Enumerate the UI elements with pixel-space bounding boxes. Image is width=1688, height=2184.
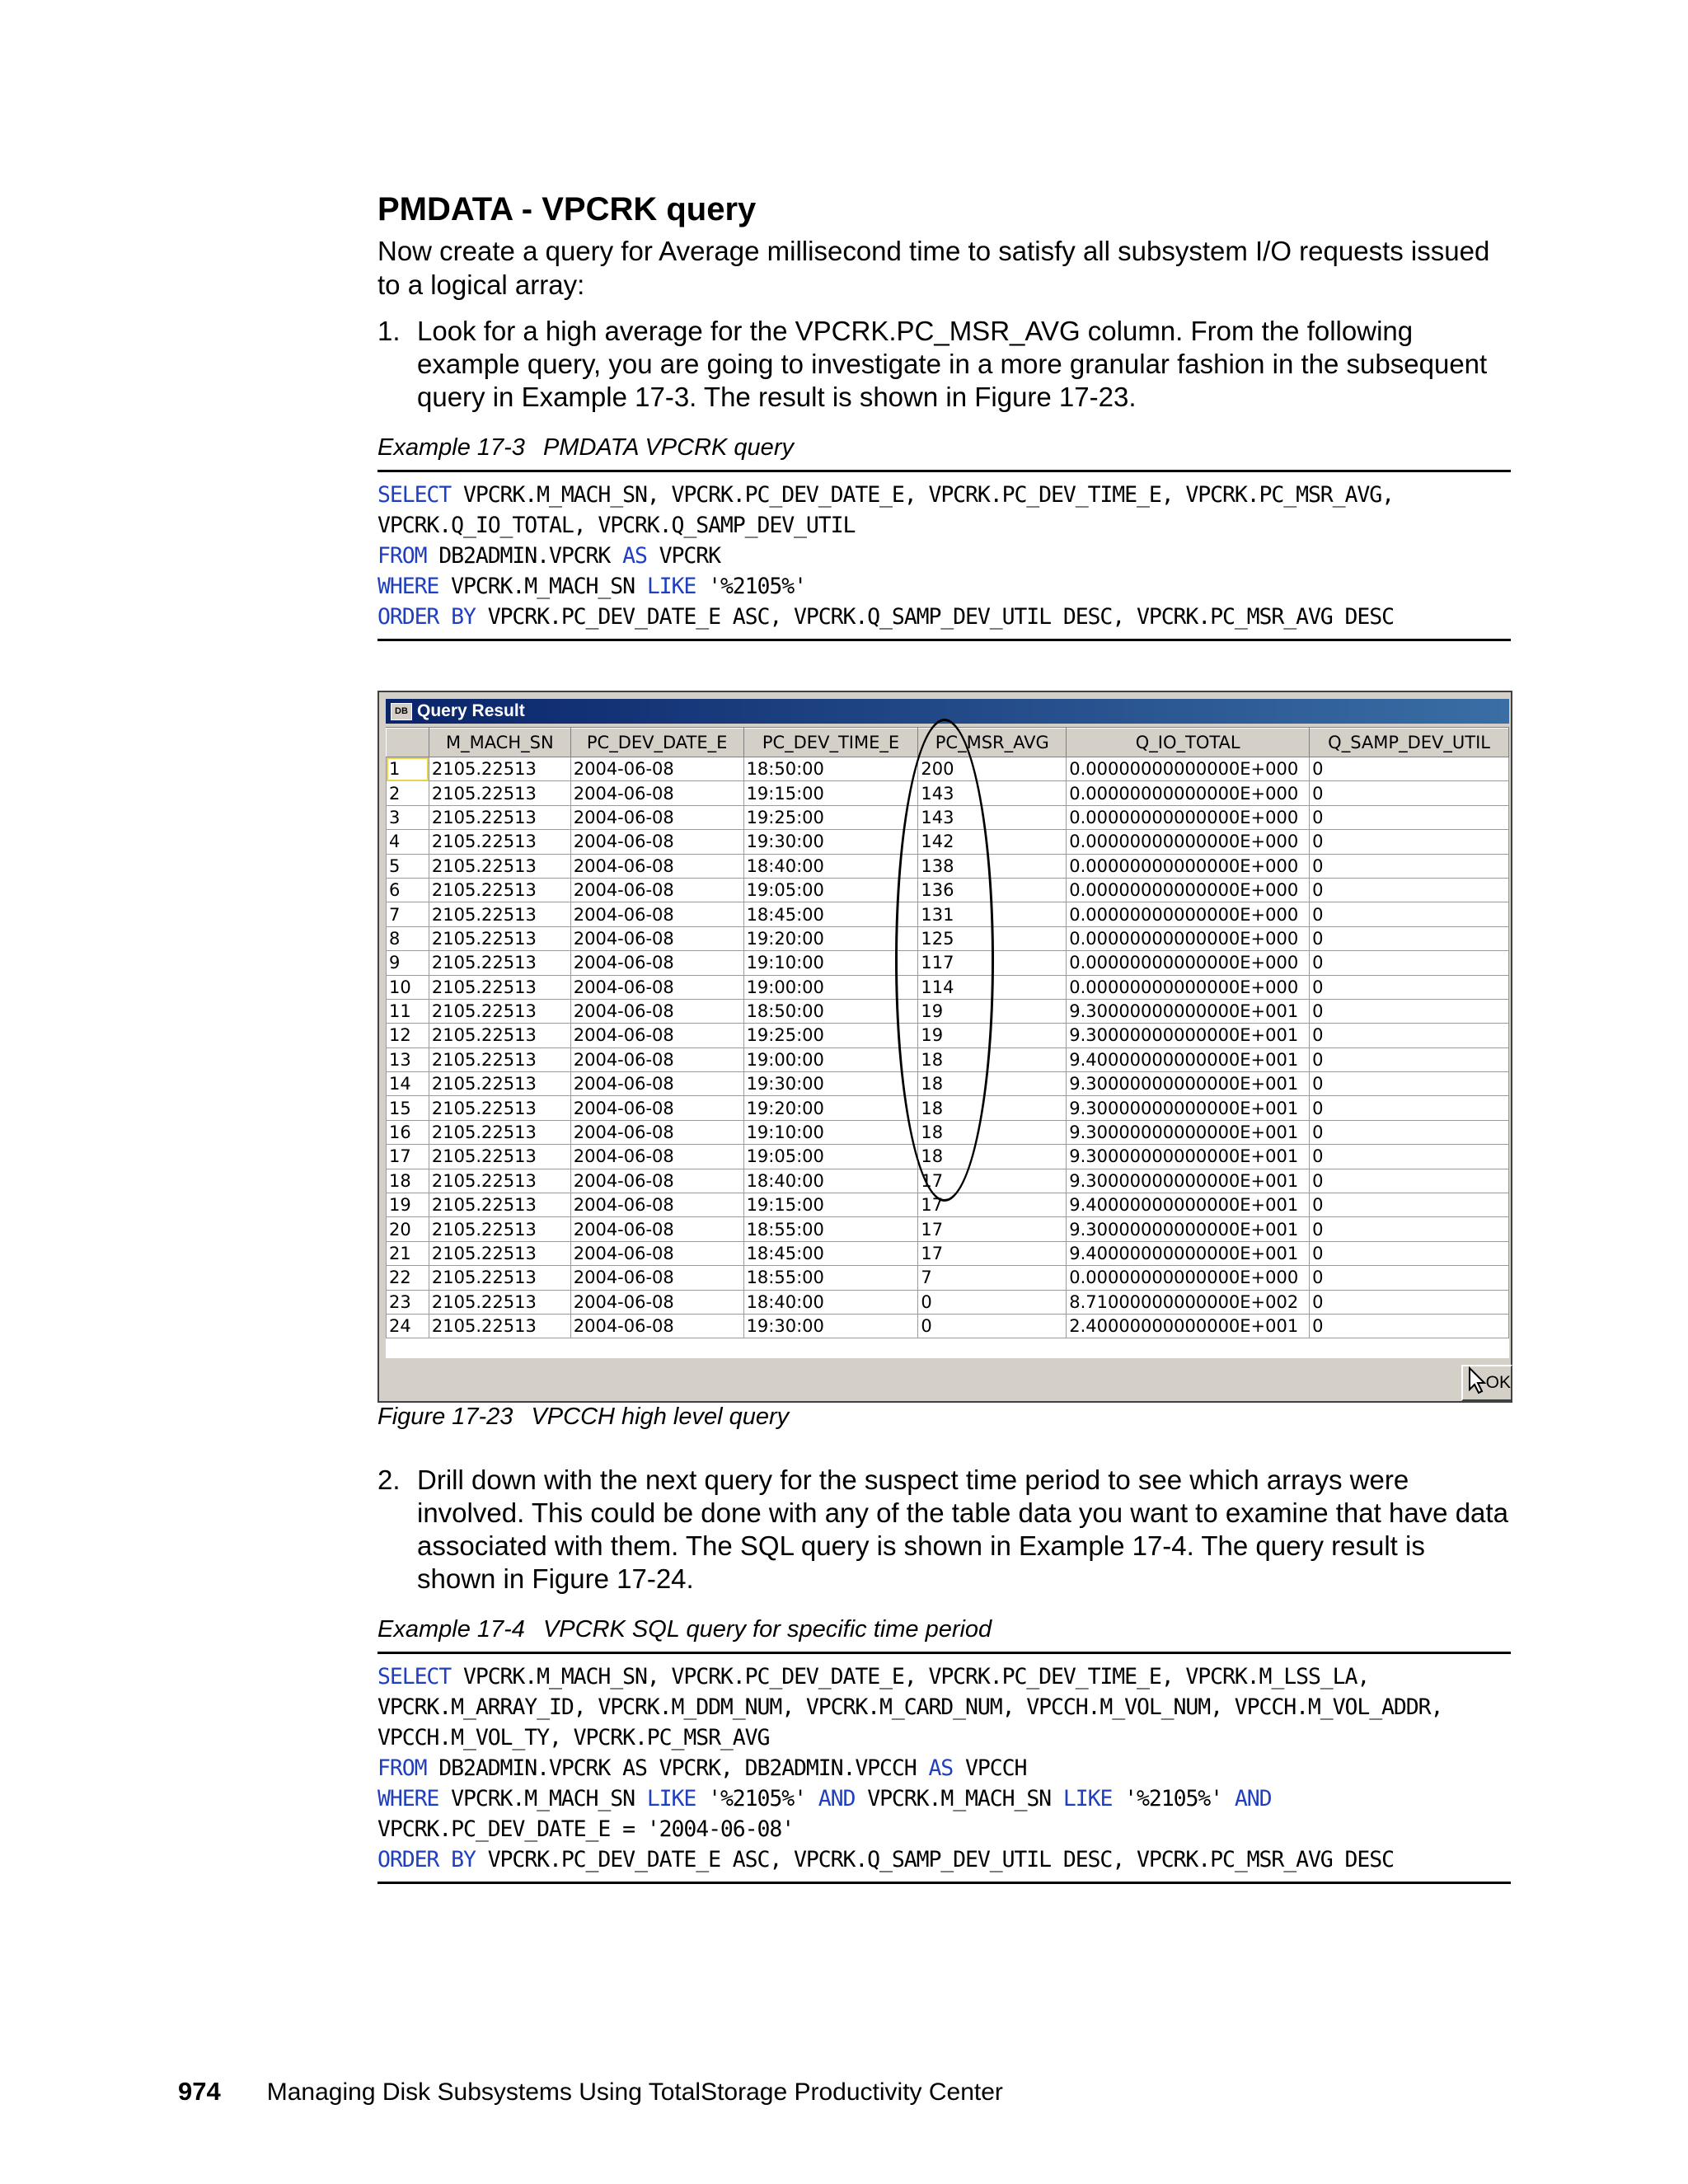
table-cell: 9.40000000000000E+001	[1067, 1047, 1310, 1071]
table-cell: 18:55:00	[743, 1217, 918, 1241]
column-header[interactable]: PC_DEV_DATE_E	[570, 729, 743, 757]
table-cell: 9.30000000000000E+001	[1067, 1169, 1310, 1193]
table-cell: 2105.22513	[429, 926, 570, 950]
table-cell: 19:30:00	[743, 1314, 918, 1338]
table-cell: 2105.22513	[429, 1217, 570, 1241]
window-titlebar[interactable]	[386, 699, 1509, 724]
sql-keyword: AS	[928, 1755, 954, 1781]
table-row[interactable]	[387, 1096, 1509, 1120]
sql-keyword: LIKE	[646, 1786, 696, 1811]
row-number-cell: 20	[387, 1217, 429, 1241]
column-header[interactable]: PC_MSR_AVG	[918, 729, 1067, 757]
table-cell: 0.00000000000000E+000	[1067, 951, 1310, 975]
table-cell: 2004-06-08	[570, 951, 743, 975]
row-number-cell: 12	[387, 1024, 429, 1047]
table-cell: 9.30000000000000E+001	[1067, 999, 1310, 1023]
table-cell: 19:00:00	[743, 975, 918, 999]
table-cell: 2105.22513	[429, 975, 570, 999]
code-text: VPCRK.PC_DEV_DATE_E ASC, VPCRK.Q_SAMP_DEV_UTIL DESC, VPCRK.PC_MSR_AVG DESC	[475, 604, 1394, 630]
row-number-cell: 2	[387, 781, 429, 805]
table-cell: 2004-06-08	[570, 1047, 743, 1071]
sql-keyword: LIKE	[1062, 1786, 1113, 1811]
sql-keyword: AND	[818, 1786, 856, 1811]
table-cell: 0.00000000000000E+000	[1067, 805, 1310, 829]
sql-keyword: FROM	[377, 1755, 427, 1781]
table-cell: 2105.22513	[429, 854, 570, 878]
table-row[interactable]	[387, 1193, 1509, 1217]
row-number-cell: 7	[387, 902, 429, 926]
table-cell: 18:50:00	[743, 999, 918, 1023]
table-cell: 0	[1310, 926, 1509, 950]
example-17-4-title: VPCRK SQL query for specific time period	[542, 1616, 992, 1643]
row-number-cell: 17	[387, 1145, 429, 1169]
table-cell: 143	[918, 781, 1067, 805]
step-list-1	[377, 315, 1511, 414]
table-cell: 2004-06-08	[570, 926, 743, 950]
table-cell: 2105.22513	[429, 951, 570, 975]
table-cell: 8.71000000000000E+002	[1067, 1290, 1310, 1314]
table-row[interactable]	[387, 830, 1509, 854]
table-cell: 2004-06-08	[570, 1193, 743, 1217]
code-text: VPCRK.M_MACH_SN	[855, 1786, 1063, 1811]
table-cell: 0.00000000000000E+000	[1067, 854, 1310, 878]
table-cell: 117	[918, 951, 1067, 975]
code-text: VPCRK	[646, 543, 720, 569]
table-cell: 2004-06-08	[570, 975, 743, 999]
table-cell: 2105.22513	[429, 1266, 570, 1290]
main-content-2	[377, 1464, 1511, 1884]
table-cell: 0	[1310, 1145, 1509, 1169]
row-number-cell: 24	[387, 1314, 429, 1338]
table-cell: 0	[1310, 1290, 1509, 1314]
table-cell: 17	[918, 1241, 1067, 1265]
code-text: VPCRK.Q_IO_TOTAL, VPCRK.Q_SAMP_DEV_UTIL	[377, 513, 856, 538]
table-cell: 2105.22513	[429, 1096, 570, 1120]
table-cell: 2105.22513	[429, 1169, 570, 1193]
table-cell: 19	[918, 999, 1067, 1023]
row-number-cell: 4	[387, 830, 429, 854]
row-number-cell: 8	[387, 926, 429, 950]
table-cell: 18	[918, 1047, 1067, 1071]
query-result-window	[377, 691, 1512, 1403]
table-cell: 143	[918, 805, 1067, 829]
table-cell: 138	[918, 854, 1067, 878]
main-content	[377, 188, 1511, 641]
table-cell: 0.00000000000000E+000	[1067, 878, 1310, 902]
result-grid[interactable]	[386, 727, 1509, 1372]
table-cell: 131	[918, 902, 1067, 926]
sql-keyword: LIKE	[646, 574, 696, 599]
result-table	[386, 728, 1509, 1338]
table-cell: 18:40:00	[743, 1169, 918, 1193]
table-cell: 0.00000000000000E+000	[1067, 1266, 1310, 1290]
example-17-4-label: Example 17-4	[377, 1616, 525, 1643]
table-cell: 2004-06-08	[570, 1217, 743, 1241]
table-cell: 2004-06-08	[570, 902, 743, 926]
table-cell: 19:30:00	[743, 830, 918, 854]
table-cell: 2105.22513	[429, 878, 570, 902]
table-cell: 0	[1310, 830, 1509, 854]
code-line	[377, 1722, 1511, 1753]
example-17-4-code	[377, 1652, 1511, 1884]
button-bar	[386, 1358, 1511, 1401]
table-cell: 18:40:00	[743, 1290, 918, 1314]
step-1	[377, 315, 1511, 414]
table-row[interactable]	[387, 805, 1509, 829]
table-cell: 9.30000000000000E+001	[1067, 1217, 1310, 1241]
table-cell: 136	[918, 878, 1067, 902]
table-row[interactable]	[387, 1145, 1509, 1169]
code-line	[377, 1692, 1511, 1722]
table-cell: 17	[918, 1169, 1067, 1193]
table-cell: 0.00000000000000E+000	[1067, 781, 1310, 805]
table-cell: 2004-06-08	[570, 830, 743, 854]
table-cell: 0.00000000000000E+000	[1067, 902, 1310, 926]
table-cell: 0	[1310, 1072, 1509, 1096]
table-cell: 0	[1310, 1266, 1509, 1290]
table-cell: 19:15:00	[743, 781, 918, 805]
table-cell: 17	[918, 1217, 1067, 1241]
code-line	[377, 1661, 1511, 1692]
app-icon: DB	[391, 703, 412, 720]
table-cell: 18:50:00	[743, 757, 918, 781]
code-line	[377, 1783, 1511, 1814]
table-cell: 2105.22513	[429, 1241, 570, 1265]
sql-keyword: WHERE	[377, 1786, 439, 1811]
table-cell: 19:20:00	[743, 1096, 918, 1120]
table-cell: 0	[1310, 975, 1509, 999]
figure-17-23-title: VPCCH high level query	[531, 1404, 790, 1430]
figure-17-23-caption	[377, 1404, 789, 1431]
table-cell: 2105.22513	[429, 757, 570, 781]
table-row[interactable]	[387, 1266, 1509, 1290]
table-cell: 0	[1310, 854, 1509, 878]
table-cell: 2105.22513	[429, 1120, 570, 1144]
page-footer	[178, 2077, 1003, 2107]
table-cell: 2004-06-08	[570, 1290, 743, 1314]
table-cell: 18:55:00	[743, 1266, 918, 1290]
table-cell: 19:10:00	[743, 1120, 918, 1144]
table-cell: 9.30000000000000E+001	[1067, 1120, 1310, 1144]
table-cell: 19:05:00	[743, 878, 918, 902]
table-header-row	[387, 729, 1509, 757]
table-cell: 19	[918, 1024, 1067, 1047]
table-row[interactable]	[387, 975, 1509, 999]
table-row[interactable]	[387, 1072, 1509, 1096]
intro-paragraph: Now create a query for Average millisecond time to satisfy all subsystem I/O requests issued to a logical array:	[377, 236, 1490, 300]
table-cell: 2004-06-08	[570, 1241, 743, 1265]
table-cell: 2004-06-08	[570, 1072, 743, 1096]
table-cell: 19:25:00	[743, 805, 918, 829]
table-cell: 0.00000000000000E+000	[1067, 757, 1310, 781]
table-cell: 2004-06-08	[570, 1266, 743, 1290]
code-line	[377, 541, 1511, 571]
table-cell: 2105.22513	[429, 999, 570, 1023]
example-17-3-caption	[377, 432, 1511, 463]
table-cell: 0	[1310, 878, 1509, 902]
table-cell: 2004-06-08	[570, 999, 743, 1023]
table-row[interactable]	[387, 878, 1509, 902]
page-number: 974	[178, 2077, 221, 2106]
code-text: VPCRK.M_MACH_SN	[438, 574, 647, 599]
code-text: DB2ADMIN.VPCRK	[426, 543, 623, 569]
table-cell: 18:40:00	[743, 854, 918, 878]
row-number-cell: 5	[387, 854, 429, 878]
step-list-2	[377, 1464, 1511, 1596]
code-text: '%2105%'	[696, 574, 806, 599]
table-cell: 0	[1310, 1241, 1509, 1265]
column-header[interactable]: Q_IO_TOTAL	[1067, 729, 1310, 757]
table-row[interactable]	[387, 1169, 1509, 1193]
code-text: VPCRK.PC_DEV_DATE_E ASC, VPCRK.Q_SAMP_DEV_UTIL DESC, VPCRK.PC_MSR_AVG DESC	[475, 1847, 1394, 1872]
sql-keyword: ORDER BY	[377, 604, 476, 630]
table-cell: 0.00000000000000E+000	[1067, 830, 1310, 854]
table-cell: 0	[918, 1314, 1067, 1338]
sql-keyword: FROM	[377, 543, 427, 569]
table-cell: 0	[1310, 1169, 1509, 1193]
code-line	[377, 1814, 1511, 1844]
table-cell: 2004-06-08	[570, 1024, 743, 1047]
table-cell: 2004-06-08	[570, 757, 743, 781]
table-cell: 17	[918, 1193, 1067, 1217]
table-cell: 19:15:00	[743, 1193, 918, 1217]
table-cell: 19:00:00	[743, 1047, 918, 1071]
table-row[interactable]	[387, 902, 1509, 926]
row-number-cell: 18	[387, 1169, 429, 1193]
row-number-cell: 14	[387, 1072, 429, 1096]
code-text: DB2ADMIN.VPCRK AS VPCRK, DB2ADMIN.VPCCH	[426, 1755, 929, 1781]
table-cell: 7	[918, 1266, 1067, 1290]
column-header[interactable]: Q_SAMP_DEV_UTIL	[1310, 729, 1509, 757]
row-number-cell: 11	[387, 999, 429, 1023]
table-cell: 2105.22513	[429, 830, 570, 854]
table-cell: 0	[1310, 1096, 1509, 1120]
sql-keyword: AS	[622, 543, 647, 569]
code-line	[377, 480, 1511, 510]
table-row[interactable]	[387, 781, 1509, 805]
table-cell: 9.30000000000000E+001	[1067, 1024, 1310, 1047]
table-row[interactable]	[387, 1314, 1509, 1338]
row-number-cell: 21	[387, 1241, 429, 1265]
table-cell: 0	[1310, 1120, 1509, 1144]
code-text: '%2105%'	[696, 1786, 818, 1811]
table-cell: 2105.22513	[429, 902, 570, 926]
code-text: VPCCH.M_VOL_TY, VPCRK.PC_MSR_AVG	[377, 1725, 770, 1750]
table-row[interactable]	[387, 1120, 1509, 1144]
row-number-cell: 22	[387, 1266, 429, 1290]
table-cell: 0	[1310, 1217, 1509, 1241]
table-cell: 18	[918, 1145, 1067, 1169]
table-cell: 2004-06-08	[570, 1120, 743, 1144]
code-text: VPCRK.M_ARRAY_ID, VPCRK.M_DDM_NUM, VPCRK.M_CARD_NUM, VPCCH.M_VOL_NUM, VPCCH.M_VOL_ADDR,	[377, 1694, 1443, 1720]
code-line	[377, 1844, 1511, 1875]
table-cell: 9.30000000000000E+001	[1067, 1096, 1310, 1120]
sql-keyword: SELECT	[377, 1664, 452, 1690]
row-number-cell: 3	[387, 805, 429, 829]
table-cell: 19:30:00	[743, 1072, 918, 1096]
window-title: Query Result	[417, 701, 525, 720]
row-number-cell: 9	[387, 951, 429, 975]
code-line	[377, 510, 1511, 541]
sql-keyword: ORDER BY	[377, 1847, 476, 1872]
table-cell: 2004-06-08	[570, 805, 743, 829]
table-cell: 2105.22513	[429, 1290, 570, 1314]
sql-keyword: SELECT	[377, 482, 452, 508]
code-text: VPCRK.M_MACH_SN, VPCRK.PC_DEV_DATE_E, VPCRK.PC_DEV_TIME_E, VPCRK.M_LSS_LA,	[451, 1664, 1370, 1690]
table-row[interactable]	[387, 926, 1509, 950]
table-cell: 0	[1310, 781, 1509, 805]
table-cell: 0	[1310, 902, 1509, 926]
row-number-cell: 13	[387, 1047, 429, 1071]
code-line	[377, 1753, 1511, 1783]
table-cell: 200	[918, 757, 1067, 781]
step-2-number: 2.	[377, 1465, 401, 1495]
table-row[interactable]	[387, 1217, 1509, 1241]
table-row[interactable]	[387, 1241, 1509, 1265]
table-row[interactable]	[387, 1047, 1509, 1071]
table-cell: 9.40000000000000E+001	[1067, 1241, 1310, 1265]
column-header[interactable]: M_MACH_SN	[429, 729, 570, 757]
book-title: Managing Disk Subsystems Using TotalStorage Productivity Center	[266, 2079, 1003, 2106]
table-cell: 19:10:00	[743, 951, 918, 975]
table-cell: 114	[918, 975, 1067, 999]
table-cell: 0.00000000000000E+000	[1067, 975, 1310, 999]
table-cell: 0	[1310, 1314, 1509, 1338]
table-cell: 0	[1310, 1024, 1509, 1047]
code-text: VPCRK.M_MACH_SN	[438, 1786, 647, 1811]
table-cell: 18	[918, 1072, 1067, 1096]
section-title: PMDATA - VPCRK query	[377, 191, 757, 227]
table-cell: 2.40000000000000E+001	[1067, 1314, 1310, 1338]
table-cell: 0	[1310, 951, 1509, 975]
example-17-3-code	[377, 470, 1511, 641]
row-number-cell: 16	[387, 1120, 429, 1144]
table-cell: 2004-06-08	[570, 878, 743, 902]
table-cell: 0	[1310, 805, 1509, 829]
step-2	[377, 1464, 1511, 1596]
table-row[interactable]	[387, 1290, 1509, 1314]
table-cell: 9.30000000000000E+001	[1067, 1072, 1310, 1096]
table-cell: 142	[918, 830, 1067, 854]
table-cell: 0	[1310, 757, 1509, 781]
table-cell: 2105.22513	[429, 1314, 570, 1338]
table-cell: 0.00000000000000E+000	[1067, 926, 1310, 950]
table-cell: 2004-06-08	[570, 854, 743, 878]
table-cell: 2105.22513	[429, 1072, 570, 1096]
ok-button[interactable]: OK	[1461, 1365, 1512, 1401]
table-cell: 0	[1310, 999, 1509, 1023]
row-number-cell: 19	[387, 1193, 429, 1217]
table-cell: 18:45:00	[743, 902, 918, 926]
column-header[interactable]: PC_DEV_TIME_E	[743, 729, 918, 757]
row-number-cell: 1	[387, 757, 429, 781]
example-17-3-label: Example 17-3	[377, 434, 525, 461]
table-cell: 18	[918, 1096, 1067, 1120]
table-cell: 19:20:00	[743, 926, 918, 950]
code-text: VPCRK.PC_DEV_DATE_E = '2004-06-08'	[377, 1816, 795, 1842]
table-cell: 18:45:00	[743, 1241, 918, 1265]
table-row[interactable]	[387, 951, 1509, 975]
row-number-cell: 10	[387, 975, 429, 999]
table-cell: 2004-06-08	[570, 1145, 743, 1169]
example-17-4-caption	[377, 1614, 1511, 1645]
corner-header-cell	[387, 729, 429, 757]
sql-keyword: AND	[1234, 1786, 1272, 1811]
code-line	[377, 602, 1511, 632]
code-text: VPCCH	[953, 1755, 1027, 1781]
code-line	[377, 571, 1511, 602]
table-cell: 2105.22513	[429, 1145, 570, 1169]
row-number-cell: 6	[387, 878, 429, 902]
table-row[interactable]	[387, 854, 1509, 878]
table-cell: 2105.22513	[429, 1047, 570, 1071]
table-row[interactable]	[387, 999, 1509, 1023]
code-text: '%2105%'	[1112, 1786, 1235, 1811]
mouse-pointer-icon	[1468, 1366, 1489, 1394]
table-cell: 19:05:00	[743, 1145, 918, 1169]
step-1-number: 1.	[377, 316, 401, 346]
table-cell: 2004-06-08	[570, 1169, 743, 1193]
row-number-cell: 23	[387, 1290, 429, 1314]
row-number-cell: 15	[387, 1096, 429, 1120]
table-cell: 2105.22513	[429, 805, 570, 829]
code-text: VPCRK.M_MACH_SN, VPCRK.PC_DEV_DATE_E, VPCRK.PC_DEV_TIME_E, VPCRK.PC_MSR_AVG,	[451, 482, 1394, 508]
example-17-3-title: PMDATA VPCRK query	[542, 434, 794, 461]
table-cell: 0	[1310, 1047, 1509, 1071]
table-cell: 18	[918, 1120, 1067, 1144]
sql-keyword: WHERE	[377, 574, 439, 599]
table-cell: 2105.22513	[429, 781, 570, 805]
table-row[interactable]	[387, 757, 1509, 781]
figure-17-23-label: Figure 17-23	[377, 1404, 513, 1430]
table-cell: 2004-06-08	[570, 781, 743, 805]
table-cell: 9.30000000000000E+001	[1067, 1145, 1310, 1169]
table-cell: 19:25:00	[743, 1024, 918, 1047]
step-2-text: Drill down with the next query for the suspect time period to see which arrays were involved. This could be done with any of the table data you want to examine that have data associated with them. The SQL query is shown in Example 17-4. The query result is shown in Figure 17-24.	[417, 1465, 1508, 1594]
table-cell: 2004-06-08	[570, 1314, 743, 1338]
table-cell: 2105.22513	[429, 1193, 570, 1217]
table-cell: 2105.22513	[429, 1024, 570, 1047]
table-cell: 2004-06-08	[570, 1096, 743, 1120]
table-cell: 0	[918, 1290, 1067, 1314]
table-cell: 125	[918, 926, 1067, 950]
table-cell: 9.40000000000000E+001	[1067, 1193, 1310, 1217]
step-1-text: Look for a high average for the VPCRK.PC_MSR_AVG column. From the following example query, you are going to investigate in a more granular fashion in the subsequent query in Example 17-3. The result is shown in Figure 17-23.	[417, 316, 1488, 412]
table-row[interactable]	[387, 1024, 1509, 1047]
table-cell: 0	[1310, 1193, 1509, 1217]
